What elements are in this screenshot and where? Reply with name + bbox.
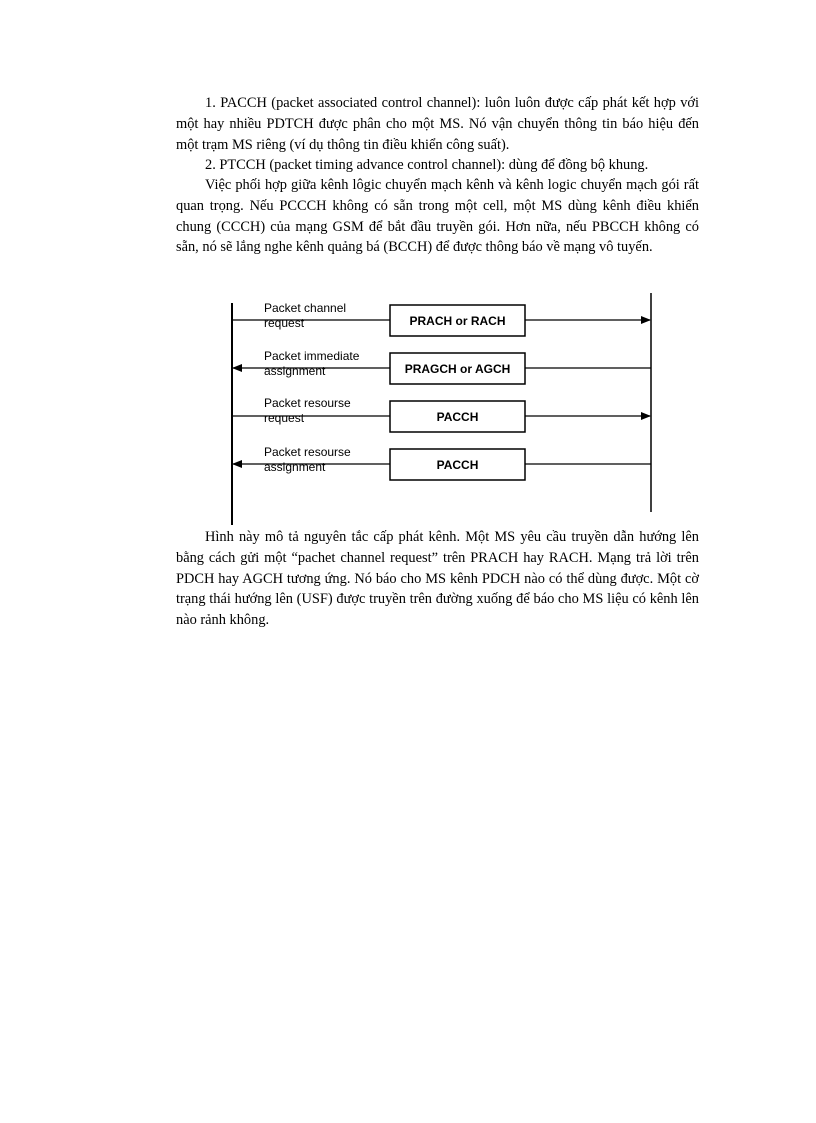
message-label-line1: Packet immediate [264,349,360,363]
message-label-line2: request [264,411,305,425]
message-row [233,349,651,384]
channel-label: PACCH [436,410,479,424]
paragraph-pacch: 1. PACCH (packet associated control channel): luôn luôn được cấp phát kết hợp với một hay nhiều PDTCH được phân cho một MS. Nó vận chuyển thông tin báo hiệu đến một trạm MS riêng (ví dụ thông tin điều khiển công suất). [176,95,699,153]
message-row [232,396,650,432]
paragraph-allocation-principle: Hình này mô tả nguyên tắc cấp phát kênh. Một MS yêu cầu truyền dẫn hướng lên bằng cách gửi một “pachet channel request” trên PRACH hay RACH. Mạng trả lời trên PDCH hay AGCH tương ứng. Nó báo cho MS kênh PDCH nào có thể dùng được. Một cờ trạng thái hướng lên (USF) được truyền trên đường xuống để báo cho MS liệu có kênh lên nào rảnh không. [176,529,699,629]
paragraph-ptcch: 2. PTCCH (packet timing advance control channel): dùng để đồng bộ khung. [205,157,649,173]
message-label-line1: Packet resourse [264,396,351,410]
message-label-line1: Packet channel [264,301,347,315]
message-label-line2: assignment [264,460,326,474]
message-label-line2: assignment [264,364,326,378]
message-label-line2: request [264,316,305,330]
channel-label: PRACH or RACH [409,314,506,328]
message-row [232,301,650,336]
message-row [233,445,651,480]
channel-label: PRAGCH or AGCH [404,362,511,376]
channel-label: PACCH [436,458,479,472]
message-label-line1: Packet resourse [264,445,351,459]
paragraph-channel-coordination: Việc phối hợp giữa kênh lôgic chuyển mạch kênh và kênh logic chuyển mạch gói rất quan trọng. Nếu PCCCH không có sẵn trong một cell, một MS dùng kênh điều khiển chung (CCCH) của mạng GSM để bắt đầu truyền gói. Hơn nữa, nếu PBCCH không có sẵn, nó sẽ lắng nghe kênh quảng bá (BCCH) để được thông báo về mạng vô tuyến. [176,177,699,256]
